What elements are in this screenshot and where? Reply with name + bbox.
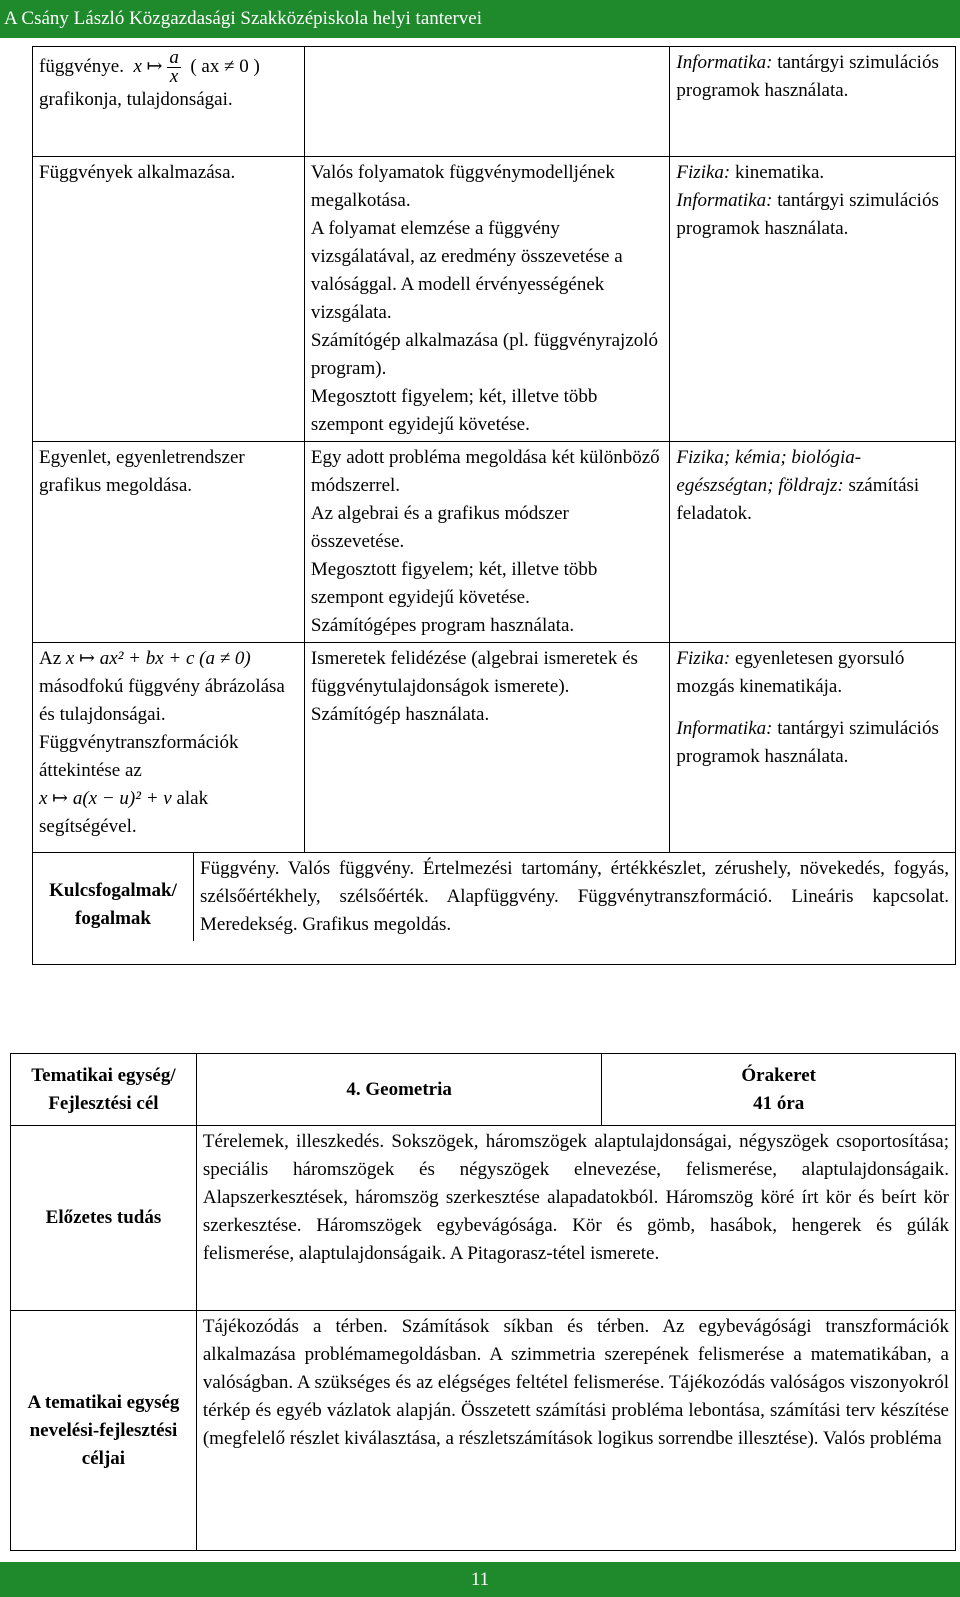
page-header (0, 0, 960, 38)
table-row (33, 47, 956, 157)
vertex-form-formula: x ↦ a(x − u)² + v (39, 788, 172, 809)
hours-cell: Órakeret 41 óra (602, 1054, 956, 1126)
topic-cell: függvénye. x ↦ $\frac{a}{x}$ ( ax ≠ 0 ) grafikonja, tulajdonságai. (33, 47, 305, 157)
page-footer (0, 1562, 960, 1597)
table-row (33, 643, 956, 853)
unit-label: Tematikai egység/ Fejlesztési cél (11, 1054, 197, 1126)
topic-cell: Egyenlet, egyenletrendszer grafikus megoldása. (33, 442, 305, 643)
connection-cell: Fizika: egyenletesen gyorsuló mozgás kinematikája. Informatika: tantárgyi szimulációs programok használata. (670, 643, 956, 853)
activity-cell (304, 47, 670, 157)
connection-cell: Fizika; kémia; biológia-egészségtan; földrajz: számítási feladatok. (670, 442, 956, 643)
keywords-row (33, 853, 956, 965)
content-table (32, 46, 956, 965)
goals-label: A tematikai egység nevelési-fejlesztési céljai (11, 1311, 197, 1551)
table-row (33, 157, 956, 442)
keywords-cell (33, 853, 956, 965)
keywords-label: Kulcsfogalmak/ fogalmak (49, 880, 177, 929)
connection-cell: Fizika: kinematika. Informatika: tantárgyi szimulációs programok használata. (670, 157, 956, 442)
geometry-table (10, 1053, 956, 1551)
function-formula: x ↦ $\frac{a}{x}$ ( ax ≠ 0 ) (133, 47, 260, 87)
topic-cell: Az x ↦ ax² + bx + c (a ≠ 0) másodfokú függvény ábrázolása és tulajdonságai. Függvénytranszformációk áttekintése az x ↦ a(x − u)² + v alak segítségével. (33, 643, 305, 853)
prereq-label: Előzetes tudás (11, 1126, 197, 1311)
activity-cell: Valós folyamatok függvénymodelljének megalkotása. A folyamat elemzése a függvény vizsgálatával, az eredmény összevetése a valósággal. A modell érvényességének vizsgálata. Számítógép alkalmazása (pl. függvényrajzoló program). Megosztott figyelem; két, illetve több szempont egyidejű követése. (304, 157, 670, 442)
page-number: 11 (470, 1569, 490, 1590)
table-row (11, 1054, 956, 1126)
table-row (11, 1311, 956, 1551)
connection-cell: Informatika: tantárgyi szimulációs programok használata. (670, 47, 956, 157)
table-row (11, 1126, 956, 1311)
topic-cell: Függvények alkalmazása. (33, 157, 305, 442)
unit-title: 4. Geometria (196, 1054, 602, 1126)
activity-cell: Ismeretek felidézése (algebrai ismeretek és függvénytulajdonságok ismerete). Számítógép használata. (304, 643, 670, 853)
keywords-text: Függvény. Valós függvény. Értelmezési tartomány, értékkészlet, zérushely, növekedés, fogyás, szélsőértékhely, szélsőérték. Alapfüggvény. Függvénytranszformáció. Lineáris kapcsolat. Meredekség. Grafikus megoldás. (193, 853, 955, 941)
goals-text: Tájékozódás a térben. Számítások síkban és térben. Az egybevágósági transzformációk alkalmazása problémamegoldásban. A szimmetria szerepének felismerése a matematikában, a valóságban. A szükséges és az elégséges feltétel felismerése. Tájékozódás valóságos viszonyokról térkép és egyéb vázlatok alapján. Összetett számítási probléma lebontása, számítási terv készítése (megfelelő részlet kiválasztása, a részletszámítások logikus sorrendbe illesztése). Valós probléma (196, 1311, 955, 1551)
table-row (33, 442, 956, 643)
header-title: A Csány László Közgazdasági Szakközépiskola helyi tantervei (4, 8, 483, 29)
activity-cell: Egy adott probléma megoldása két különböző módszerrel. Az algebrai és a grafikus módszer összevetése. Megosztott figyelem; két, illetve több szempont egyidejű követése. Számítógépes program használata. (304, 442, 670, 643)
prereq-text: Térelemek, illeszkedés. Sokszögek, háromszögek alaptulajdonságai, négyszögek csoportosítása; speciális háromszögek és négyszögek elnevezése, felismerése, alaptulajdonságaik. Alapszerkesztések, háromszög szerkesztése alapadatokból. Háromszög köré írt kör és beírt kör szerkesztése. Háromszögek egybevágósága. Kör és gömb, hasábok, hengerek és gúlák felismerése, alaptulajdonságaik. A Pitagorasz-tétel ismerete. (196, 1126, 955, 1311)
quadratic-formula: x ↦ ax² + bx + c (65, 648, 195, 669)
